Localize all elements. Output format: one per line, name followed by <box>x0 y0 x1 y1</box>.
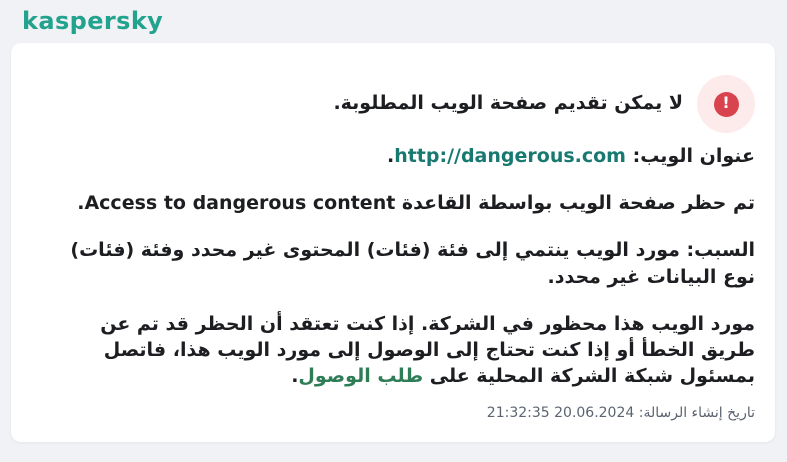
notification-header <box>59 75 755 133</box>
alert-exclamation-icon <box>697 75 755 133</box>
block-notification-card <box>11 43 775 442</box>
message-created-timestamp: تاريخ إنشاء الرسالة: 20.06.2024 21:32:35 <box>486 404 755 421</box>
request-access-link[interactable]: طلب الوصول <box>298 365 424 388</box>
kaspersky-logo: kaspersky <box>22 7 164 35</box>
page-title: لا يمكن تقديم صفحة الويب المطلوبة. <box>333 92 683 115</box>
company-policy-paragraph <box>59 311 755 390</box>
block-reason-line: السبب: مورد الويب ينتمي إلى فئة (فئات) المحتوى غير محدد وفئة (فئات) نوع البيانات غير محدد. <box>70 239 755 288</box>
exclamation-glyph: ! <box>722 93 730 112</box>
policy-text: مورد الويب هذا محظور في الشركة. إذا كنت تعتقد أن الحظر قد تم عن طريق الخطأ أو إذا كنت تحتاج إلى الوصول إلى مورد الويب هذا، فاتصل بمسئول شبكة الشركة المحلية على <box>100 312 755 388</box>
web-address-line <box>59 143 755 169</box>
blocked-url-text: http://dangerous.com <box>394 145 626 167</box>
web-address-period: . <box>386 145 395 167</box>
block-rule-line: تم حظر صفحة الويب بواسطة القاعدة Access to dangerous content. <box>77 192 755 215</box>
alert-exclamation-dot <box>714 92 739 117</box>
web-address-label: عنوان الويب: <box>625 145 755 167</box>
policy-text-period: . <box>291 365 299 388</box>
